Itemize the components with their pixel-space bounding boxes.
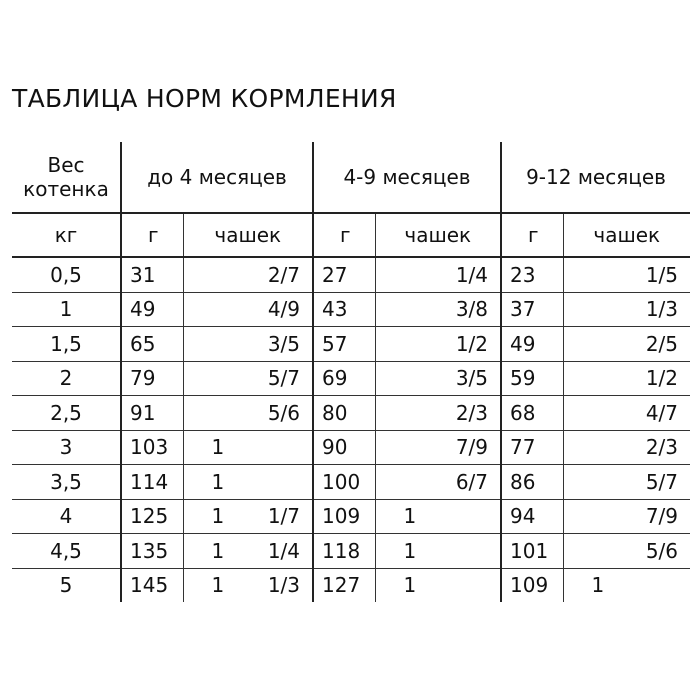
cups-fraction: 2/7 [267, 262, 301, 287]
cell-cups [563, 292, 690, 327]
cell-weight: 4,5 [12, 534, 121, 569]
cell-weight: 4 [12, 499, 121, 534]
cell-cups [375, 568, 501, 602]
cell-grams: 27 [313, 257, 375, 292]
header-unit-cups: чашек [183, 213, 313, 257]
cell-cups [183, 430, 313, 465]
cell-grams: 79 [121, 361, 183, 396]
cups-fraction: 3/5 [267, 331, 301, 356]
table-row [12, 396, 690, 431]
cell-cups [375, 430, 501, 465]
cell-grams: 59 [501, 361, 563, 396]
cell-grams: 90 [313, 430, 375, 465]
header-weight: Вес котенка [12, 142, 121, 213]
cell-grams: 101 [501, 534, 563, 569]
cell-grams: 118 [313, 534, 375, 569]
cell-grams: 69 [313, 361, 375, 396]
cell-grams: 114 [121, 465, 183, 500]
header-age-0-4: до 4 месяцев [121, 142, 313, 213]
cups-fraction: 5/6 [645, 538, 679, 563]
cups-fraction: 1/3 [267, 573, 301, 598]
cell-grams: 80 [313, 396, 375, 431]
cell-grams: 49 [501, 327, 563, 362]
page-title: ТАБЛИЦА НОРМ КОРМЛЕНИЯ [12, 84, 397, 113]
cups-fraction: 1/4 [267, 538, 301, 563]
table-row [12, 292, 690, 327]
cups-fraction: 3/5 [455, 366, 489, 391]
cell-weight: 0,5 [12, 257, 121, 292]
cups-whole: 1 [211, 573, 225, 598]
header-row-age [12, 142, 690, 213]
cell-cups [375, 534, 501, 569]
cell-grams: 100 [313, 465, 375, 500]
cell-grams: 145 [121, 568, 183, 602]
cell-weight: 3,5 [12, 465, 121, 500]
cell-cups [183, 534, 313, 569]
cups-fraction: 3/8 [455, 297, 489, 322]
cell-cups [183, 361, 313, 396]
cups-whole: 1 [591, 573, 605, 598]
cell-grams: 135 [121, 534, 183, 569]
cell-cups [375, 292, 501, 327]
cell-cups [183, 257, 313, 292]
cell-cups [375, 361, 501, 396]
table-row [12, 257, 690, 292]
table-row [12, 465, 690, 500]
cups-fraction: 7/9 [455, 435, 489, 460]
cell-cups [183, 396, 313, 431]
feeding-table [12, 142, 690, 602]
cups-fraction: 5/6 [267, 400, 301, 425]
cell-cups [563, 499, 690, 534]
cell-cups [183, 465, 313, 500]
header-age-9-12: 9-12 месяцев [501, 142, 690, 213]
cups-fraction: 1/2 [645, 366, 679, 391]
cups-fraction: 4/9 [267, 297, 301, 322]
header-unit-kg: кг [12, 213, 121, 257]
cups-fraction: 1/2 [455, 331, 489, 356]
cell-cups [563, 257, 690, 292]
cell-cups [375, 257, 501, 292]
header-age-4-9: 4-9 месяцев [313, 142, 501, 213]
cell-grams: 86 [501, 465, 563, 500]
table-row [12, 430, 690, 465]
table-row [12, 568, 690, 602]
header-unit-cups: чашек [375, 213, 501, 257]
cell-grams: 77 [501, 430, 563, 465]
cups-whole: 1 [403, 538, 417, 563]
cups-fraction: 1/7 [267, 504, 301, 529]
table-row [12, 361, 690, 396]
cups-whole: 1 [403, 504, 417, 529]
cell-cups [183, 327, 313, 362]
cell-grams: 127 [313, 568, 375, 602]
cell-grams: 103 [121, 430, 183, 465]
cell-cups [375, 396, 501, 431]
cell-cups [375, 499, 501, 534]
header-unit-cups: чашек [563, 213, 690, 257]
cell-weight: 2,5 [12, 396, 121, 431]
cell-cups [183, 499, 313, 534]
cell-cups [183, 292, 313, 327]
cups-fraction: 1/3 [645, 297, 679, 322]
cell-cups [563, 430, 690, 465]
cell-grams: 109 [501, 568, 563, 602]
cups-whole: 1 [403, 573, 417, 598]
cups-whole: 1 [211, 504, 225, 529]
cell-cups [563, 396, 690, 431]
cups-whole: 1 [211, 435, 225, 460]
header-unit-grams: г [313, 213, 375, 257]
cell-grams: 68 [501, 396, 563, 431]
cups-fraction: 1/4 [455, 262, 489, 287]
cups-fraction: 1/5 [645, 262, 679, 287]
cell-grams: 49 [121, 292, 183, 327]
cell-grams: 23 [501, 257, 563, 292]
cell-cups [375, 327, 501, 362]
cups-fraction: 7/9 [645, 504, 679, 529]
cell-weight: 2 [12, 361, 121, 396]
cell-weight: 3 [12, 430, 121, 465]
cell-weight: 1,5 [12, 327, 121, 362]
cell-grams: 109 [313, 499, 375, 534]
cups-fraction: 2/3 [645, 435, 679, 460]
cell-grams: 65 [121, 327, 183, 362]
cell-cups [563, 361, 690, 396]
table-row [12, 534, 690, 569]
cell-grams: 94 [501, 499, 563, 534]
header-unit-grams: г [121, 213, 183, 257]
cell-cups [563, 568, 690, 602]
header-row-units [12, 213, 690, 257]
cell-grams: 31 [121, 257, 183, 292]
cell-cups [563, 327, 690, 362]
cell-cups [563, 534, 690, 569]
cell-cups [183, 568, 313, 602]
cell-cups [563, 465, 690, 500]
cell-grams: 43 [313, 292, 375, 327]
cups-fraction: 5/7 [267, 366, 301, 391]
table-row [12, 499, 690, 534]
cell-grams: 125 [121, 499, 183, 534]
cell-grams: 91 [121, 396, 183, 431]
cell-grams: 37 [501, 292, 563, 327]
cell-grams: 57 [313, 327, 375, 362]
cups-fraction: 2/3 [455, 400, 489, 425]
cups-fraction: 4/7 [645, 400, 679, 425]
table-row [12, 327, 690, 362]
cups-fraction: 2/5 [645, 331, 679, 356]
cups-whole: 1 [211, 538, 225, 563]
cups-whole: 1 [211, 469, 225, 494]
cups-fraction: 5/7 [645, 469, 679, 494]
cell-weight: 1 [12, 292, 121, 327]
cell-weight: 5 [59, 573, 73, 598]
cups-fraction: 6/7 [455, 469, 489, 494]
header-unit-grams: г [501, 213, 563, 257]
cell-cups [375, 465, 501, 500]
